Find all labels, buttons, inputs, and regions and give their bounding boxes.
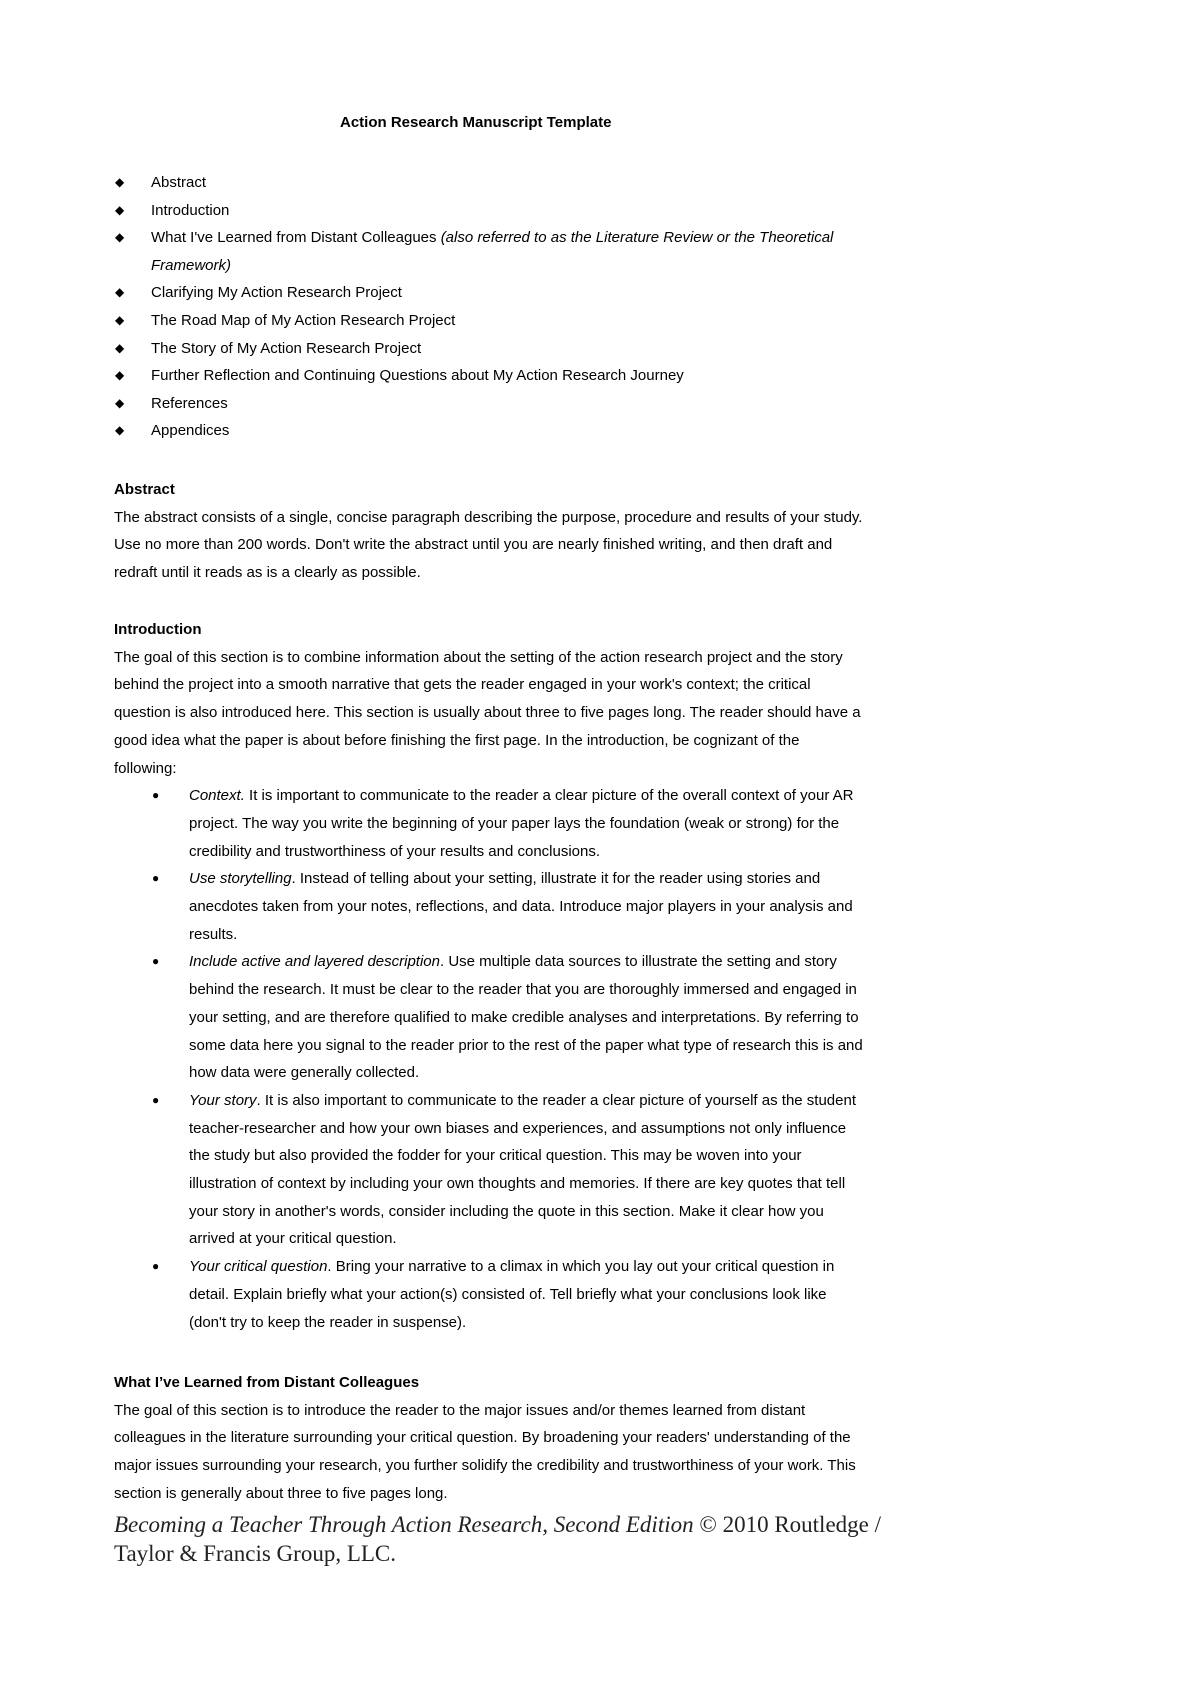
bullet-icon: ● bbox=[152, 954, 160, 969]
outline-item: ◆ Introduction bbox=[115, 197, 895, 225]
bullet-icon: ● bbox=[152, 788, 160, 803]
bullet-icon: ◆ bbox=[115, 340, 125, 355]
outline-list bbox=[115, 169, 895, 445]
list-item: ● Include active and layered description. Use multiple data sources to illustrate the setting and story behind the research. It must be clear to the reader that you are thoroughly immersed and engaged in your setting, and are therefore qualified to make credible analyses and interpretations. By referring to some data here you signal to the reader prior to the rest of the paper what type of research this is and how data were generally collected. bbox=[114, 948, 864, 1087]
outline-item: ◆ The Road Map of My Action Research Project bbox=[115, 307, 895, 335]
bullet-icon: ◆ bbox=[115, 175, 125, 189]
abstract-section bbox=[114, 476, 864, 587]
bullet-icon: ◆ bbox=[115, 202, 125, 217]
bullet-icon: ◆ bbox=[115, 368, 125, 383]
introduction-heading: Introduction bbox=[114, 621, 202, 638]
outline-item: ◆ References bbox=[115, 390, 895, 418]
outline-item-note: (also referred to as the Literature Review or the Theoretical Framework) bbox=[151, 229, 834, 274]
bullet-icon: ◆ bbox=[115, 423, 125, 438]
outline-item: ◆ Appendices bbox=[115, 417, 895, 445]
bullet-icon: ◆ bbox=[115, 285, 125, 300]
introduction-points bbox=[114, 782, 864, 1336]
bullet-icon: ● bbox=[152, 1259, 160, 1274]
colleagues-section bbox=[114, 1369, 864, 1508]
bullet-icon: ● bbox=[152, 871, 160, 886]
abstract-body: The abstract consists of a single, concise paragraph describing the purpose, procedure and results of your study. Use no more than 200 words. Don't write the abstract until you are nearly finished writing, and then draft and redraft until it reads as is a clearly as possible. bbox=[114, 508, 863, 582]
outline-item: ◆ The Story of My Action Research Project bbox=[115, 335, 895, 363]
list-item: ● Your story. It is also important to communicate to the reader a clear picture of yourself as the student teacher-researcher and how your own biases and experiences, and assumptions not only influence the study but also provided the fodder for your critical question. This may be woven into your illustration of context by including your own thoughts and memories. If there are key quotes that tell your story in another's words, consider including the quote in this section. Make it clear how you arrived at your critical question. bbox=[114, 1087, 864, 1253]
introduction-body: The goal of this section is to combine information about the setting of the action research project and the story behind the project into a smooth narrative that gets the reader engaged in your work's context; the critical question is also introduced here. This section is usually about three to five pages long. The reader should have a good idea what the paper is about before finishing the first page. In the introduction, be cognizant of the following: bbox=[114, 648, 861, 777]
outline-item: ◆ What I've Learned from Distant Colleagues (also referred to as the Literature Review or the Theoretical Framework) bbox=[115, 224, 895, 279]
outline-item: ◆ Abstract bbox=[115, 169, 895, 197]
copyright-text: © 2010 Routledge / Taylor & Francis Group, LLC. bbox=[114, 1512, 881, 1566]
book-title: Becoming a Teacher Through Action Research, Second Edition bbox=[114, 1512, 694, 1537]
list-item: ● Use storytelling. Instead of telling about your setting, illustrate it for the reader using stories and anecdotes taken from your notes, reflections, and data. Introduce major players in your analysis and results. bbox=[114, 865, 864, 948]
colleagues-heading: What I’ve Learned from Distant Colleagues bbox=[114, 1374, 420, 1391]
copyright-footer bbox=[114, 1510, 894, 1568]
outline-item: ◆ Further Reflection and Continuing Questions about My Action Research Journey bbox=[115, 362, 895, 390]
bullet-icon: ◆ bbox=[115, 395, 125, 410]
list-item: ● Context. It is important to communicate to the reader a clear picture of the overall context of your AR project. The way you write the beginning of your paper lays the foundation (weak or strong) for the credibility and trustworthiness of your results and conclusions. bbox=[114, 782, 864, 865]
bullet-icon: ◆ bbox=[115, 312, 125, 327]
introduction-section bbox=[114, 616, 864, 1336]
bullet-icon: ◆ bbox=[115, 230, 125, 245]
colleagues-body: The goal of this section is to introduce the reader to the major issues and/or themes learned from distant colleagues in the literature surrounding your critical question. By broadening your readers' understanding of the major issues surrounding your research, you further solidify the credibility and trustworthiness of your work. This section is generally about three to five pages long. bbox=[114, 1401, 856, 1502]
abstract-heading: Abstract bbox=[114, 481, 175, 498]
outline-item: ◆ Clarifying My Action Research Project bbox=[115, 279, 895, 307]
document-title: Action Research Manuscript Template bbox=[340, 114, 612, 131]
bullet-icon: ● bbox=[152, 1092, 160, 1107]
list-item: ● Your critical question. Bring your narrative to a climax in which you lay out your critical question in detail. Explain briefly what your action(s) consisted of. Tell briefly what your conclusions look like (don't try to keep the reader in suspense). bbox=[114, 1253, 864, 1336]
